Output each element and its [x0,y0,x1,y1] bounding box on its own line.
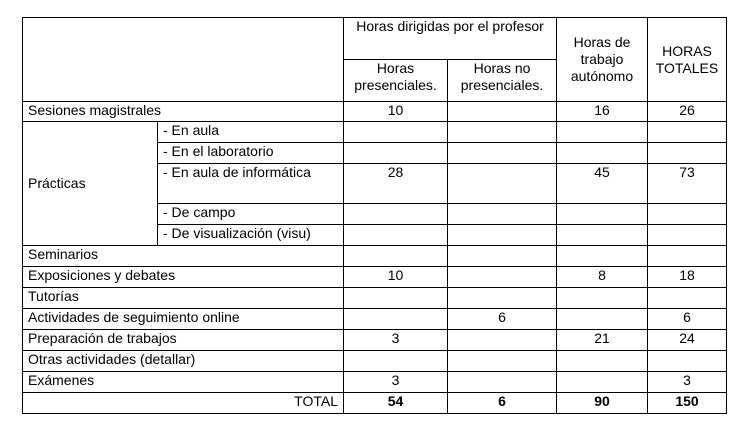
total-presenciales: 54 [344,393,448,414]
cell-autonomo [557,246,648,267]
cell-total [648,122,727,143]
table-row [23,267,727,288]
total-horas: 150 [648,393,727,414]
cell-no-presenciales [448,246,557,267]
cell-presenciales [344,143,448,164]
total-label: TOTAL [23,393,344,414]
header-presenciales: Horas presenciales. [344,60,448,102]
table-row [23,122,727,143]
cell-presenciales [344,309,448,330]
cell-no-presenciales [448,122,557,143]
cell-autonomo: 16 [557,102,648,122]
cell-presenciales [344,204,448,225]
cell-autonomo [557,372,648,393]
cell-presenciales [344,122,448,143]
cell-total: 24 [648,330,727,351]
cell-presenciales [344,225,448,246]
row-label: Actividades de seguimiento online [23,309,344,330]
cell-autonomo [557,351,648,372]
table-row [23,309,727,330]
cell-autonomo [557,122,648,143]
cell-autonomo [557,225,648,246]
row-label: Seminarios [23,246,344,267]
cell-no-presenciales: 6 [448,309,557,330]
cell-no-presenciales [448,330,557,351]
cell-presenciales: 10 [344,102,448,122]
cell-presenciales [344,288,448,309]
total-row [23,393,727,414]
sub-row-label: - De campo [158,204,344,225]
cell-autonomo [557,143,648,164]
cell-total [648,204,727,225]
cell-no-presenciales [448,225,557,246]
cell-no-presenciales [448,351,557,372]
row-label: Exposiciones y debates [23,267,344,288]
cell-total: 18 [648,267,727,288]
cell-no-presenciales [448,204,557,225]
cell-no-presenciales [448,102,557,122]
cell-total [648,143,727,164]
table-row [23,351,727,372]
table-row [23,102,727,122]
cell-total: 3 [648,372,727,393]
cell-total: 26 [648,102,727,122]
cell-no-presenciales [448,372,557,393]
total-autonomo: 90 [557,393,648,414]
table-row [23,246,727,267]
row-label: Sesiones magistrales [23,102,344,122]
total-no-presenciales: 6 [448,393,557,414]
row-label: Tutorías [23,288,344,309]
practicas-label: Prácticas [23,122,158,246]
cell-presenciales [344,351,448,372]
cell-autonomo: 8 [557,267,648,288]
hours-table [22,17,727,414]
cell-presenciales: 3 [344,330,448,351]
cell-autonomo [557,309,648,330]
row-label: Preparación de trabajos [23,330,344,351]
cell-presenciales [344,246,448,267]
cell-total [648,246,727,267]
cell-autonomo [557,288,648,309]
row-label: Exámenes [23,372,344,393]
cell-no-presenciales [448,288,557,309]
cell-no-presenciales [448,267,557,288]
header-corner [23,18,344,102]
header-autonomo: Horas de trabajo autónomo [557,18,648,102]
cell-no-presenciales [448,143,557,164]
sub-row-label: - En aula [158,122,344,143]
cell-autonomo: 45 [557,164,648,204]
sub-row-label: - De visualización (visu) [158,225,344,246]
row-label: Otras actividades (detallar) [23,351,344,372]
cell-total [648,225,727,246]
cell-total [648,351,727,372]
cell-autonomo [557,204,648,225]
cell-presenciales: 28 [344,164,448,204]
table-row [23,372,727,393]
cell-autonomo: 21 [557,330,648,351]
cell-total: 6 [648,309,727,330]
table-row [23,330,727,351]
cell-total [648,288,727,309]
header-no-presenciales: Horas no presenciales. [448,60,557,102]
cell-no-presenciales [448,164,557,204]
header-dirigidas: Horas dirigidas por el profesor [344,18,557,60]
cell-presenciales: 10 [344,267,448,288]
header-row-1 [23,18,727,60]
sub-row-label: - En aula de informática [158,164,344,204]
cell-total: 73 [648,164,727,204]
sub-row-label: - En el laboratorio [158,143,344,164]
cell-presenciales: 3 [344,372,448,393]
table-row [23,288,727,309]
header-totales: HORAS TOTALES [648,18,727,102]
